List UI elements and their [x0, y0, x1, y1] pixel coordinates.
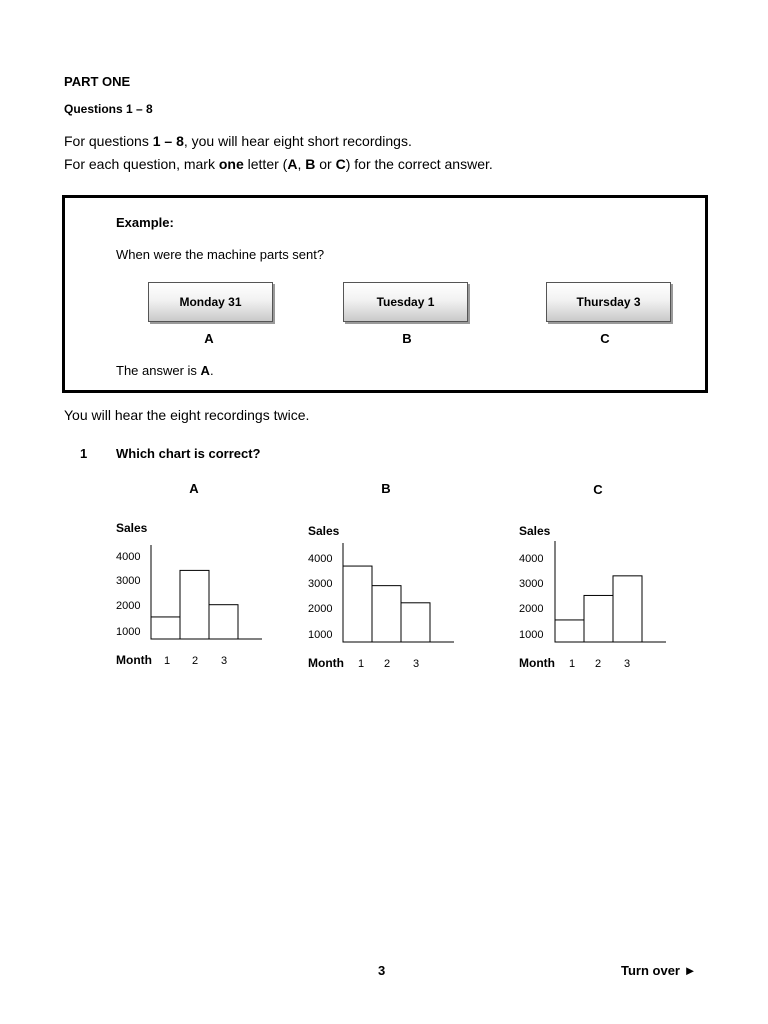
- example-question: When were the machine parts sent?: [116, 247, 325, 262]
- chart-c-letter[interactable]: C: [593, 482, 603, 497]
- page-number: 3: [378, 963, 386, 978]
- example-option-a-button[interactable]: Monday 31: [148, 282, 273, 322]
- recordings-twice-note: You will hear the eight recordings twice.: [64, 407, 310, 423]
- example-label: Example:: [116, 215, 174, 230]
- chart-b-bar-3: [401, 603, 430, 642]
- question-text: Which chart is correct?: [116, 446, 261, 461]
- chart-c-bar-2: [584, 595, 613, 642]
- example-answer: The answer is A.: [116, 363, 214, 378]
- part-title: PART ONE: [64, 74, 131, 89]
- chart-b-letter[interactable]: B: [381, 481, 391, 496]
- chart-b-ytick-1000: 1000: [308, 629, 333, 641]
- chart-a-ytick-1000: 1000: [116, 626, 141, 638]
- chart-a-letter[interactable]: A: [189, 481, 199, 496]
- chart-b-xtick-3: 3: [412, 658, 420, 670]
- chart-a-ytick-4000: 4000: [116, 551, 141, 563]
- chart-a-ylabel: Sales: [116, 521, 148, 535]
- instruction-line-1: For questions 1 – 8, you will hear eight short recordings.: [64, 133, 412, 149]
- chart-c-xtick-2: 2: [594, 658, 602, 670]
- turn-over-label: Turn over ►: [621, 963, 697, 978]
- chart-b-xlabel: Month: [308, 656, 344, 670]
- chart-c-ylabel: Sales: [519, 524, 551, 538]
- chart-a-ytick-3000: 3000: [116, 575, 141, 587]
- chart-b-bar-1: [343, 566, 372, 642]
- instruction-line-2: For each question, mark one letter (A, B or C) for the correct answer.: [64, 156, 493, 172]
- chart-b-ytick-4000: 4000: [308, 553, 333, 565]
- chart-b-ytick-3000: 3000: [308, 578, 333, 590]
- chart-c-bar-1: [555, 620, 584, 642]
- chart-c-ytick-3000: 3000: [519, 578, 544, 590]
- chart-a-bar-2: [180, 570, 209, 639]
- chart-a-xtick-2: 2: [191, 655, 199, 667]
- chart-a-ytick-2000: 2000: [116, 600, 141, 612]
- chart-c-xtick-1: 1: [568, 658, 576, 670]
- example-option-b-letter: B: [402, 331, 412, 346]
- chart-b-ylabel: Sales: [308, 524, 340, 538]
- chart-c-ytick-2000: 2000: [519, 603, 544, 615]
- example-option-b-button[interactable]: Tuesday 1: [343, 282, 468, 322]
- chart-b-xtick-2: 2: [383, 658, 391, 670]
- chart-a-xtick-1: 1: [163, 655, 171, 667]
- chart-c-ytick-4000: 4000: [519, 553, 544, 565]
- chart-b-bar-2: [372, 586, 401, 642]
- chart-b-ytick-2000: 2000: [308, 603, 333, 615]
- example-option-c-button[interactable]: Thursday 3: [546, 282, 671, 322]
- chart-c-xtick-3: 3: [623, 658, 631, 670]
- question-range: Questions 1 – 8: [64, 102, 153, 116]
- chart-c-xlabel: Month: [519, 656, 555, 670]
- example-option-c-letter: C: [600, 331, 610, 346]
- example-option-a-letter: A: [204, 331, 214, 346]
- chart-c-bar-3: [613, 576, 642, 642]
- chart-b-xtick-1: 1: [357, 658, 365, 670]
- chart-a-xtick-3: 3: [220, 655, 228, 667]
- chart-c-ytick-1000: 1000: [519, 629, 544, 641]
- chart-a-bar-1: [151, 617, 180, 639]
- question-number: 1: [80, 446, 88, 461]
- chart-a-xlabel: Month: [116, 653, 152, 667]
- chart-a-bar-3: [209, 605, 238, 639]
